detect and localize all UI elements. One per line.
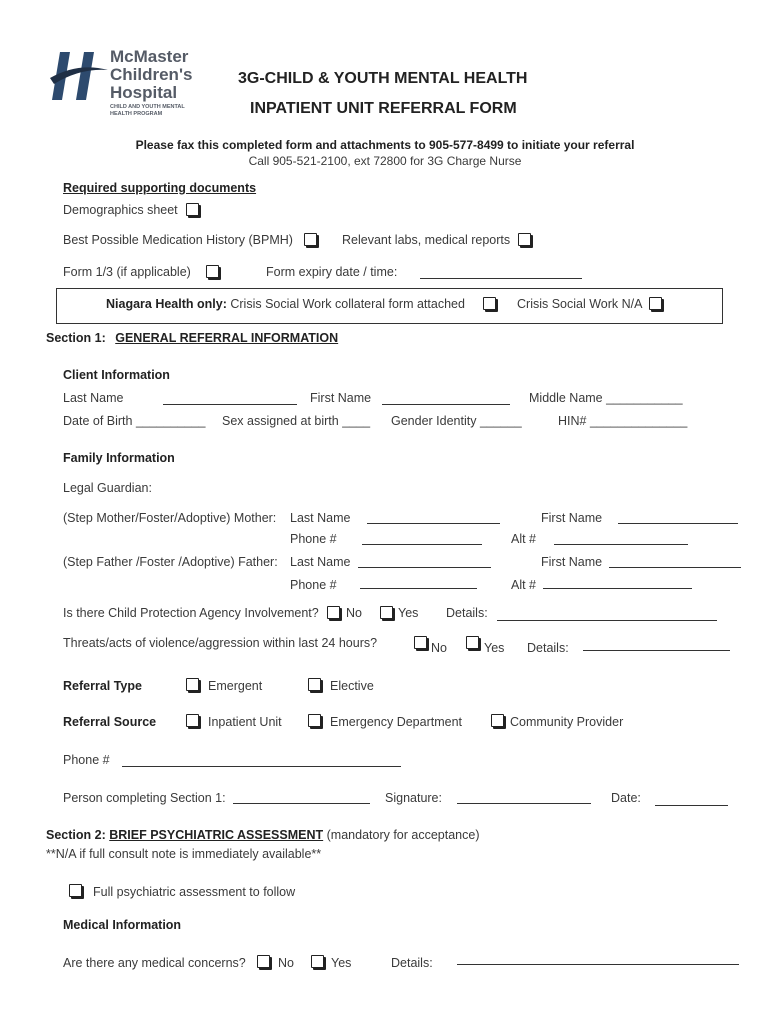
referral-source-label: Referral Source	[63, 715, 157, 729]
bpmh-label: Best Possible Medication History (BPMH)	[63, 233, 293, 247]
mother-last-name-field[interactable]	[367, 523, 500, 524]
person-completing-field[interactable]	[233, 803, 370, 804]
medical-no-label: No	[278, 956, 294, 970]
threats-yes-label: Yes	[484, 641, 505, 655]
section2-note: **N/A if full consult note is immediately available**	[46, 847, 322, 861]
medical-no-checkbox[interactable]	[257, 955, 270, 968]
fax-note: Please fax this completed form and attachments to 905-577-8499 to initiate your referral	[135, 138, 635, 152]
last-name-field[interactable]	[163, 404, 297, 405]
middle-name-label[interactable]: Middle Name ___________	[529, 391, 683, 405]
section2-title: BRIEF PSYCHIATRIC ASSESSMENT	[109, 828, 324, 842]
date-field[interactable]	[655, 805, 728, 806]
form13-checkbox[interactable]	[206, 265, 219, 278]
logo-line3: Hospital	[110, 83, 178, 102]
mother-first-name-field[interactable]	[618, 523, 738, 524]
dob-label[interactable]: Date of Birth __________	[63, 414, 206, 428]
medical-info-heading: Medical Information	[63, 918, 182, 932]
last-name-label: Last Name	[63, 391, 124, 405]
mother-alt-field[interactable]	[554, 544, 688, 545]
signature-field[interactable]	[457, 803, 591, 804]
full-assessment-label: Full psychiatric assessment to follow	[93, 885, 296, 899]
logo-line2: Children's	[110, 65, 193, 84]
emergency-label: Emergency Department	[330, 715, 463, 729]
docs-heading: Required supporting documents	[63, 181, 257, 195]
section2-mandatory: (mandatory for acceptance)	[326, 828, 480, 842]
section1-heading	[46, 331, 338, 345]
elective-checkbox[interactable]	[308, 678, 321, 691]
cpa-question: Is there Child Protection Agency Involvement?	[63, 606, 319, 620]
referral-type-label: Referral Type	[63, 679, 142, 693]
threats-no-checkbox[interactable]	[414, 636, 427, 649]
father-phone-label: Phone #	[290, 578, 337, 592]
mother-phone-label: Phone #	[290, 532, 337, 546]
client-info-heading: Client Information	[63, 368, 170, 382]
hin-label[interactable]: HIN# ______________	[558, 414, 688, 428]
form13-label: Form 1/3 (if applicable)	[63, 265, 191, 279]
community-checkbox[interactable]	[491, 714, 504, 727]
niagara-text	[106, 297, 465, 311]
bpmh-checkbox[interactable]	[304, 233, 317, 246]
full-assessment-checkbox[interactable]	[69, 884, 82, 897]
father-last-name-label: Last Name	[290, 555, 351, 569]
niagara-bold-label: Niagara Health only:	[106, 297, 227, 311]
form-title-line2: INPATIENT UNIT REFERRAL FORM	[250, 100, 517, 117]
section1-title: GENERAL REFERRAL INFORMATION	[115, 331, 339, 345]
crisis-collateral-checkbox[interactable]	[483, 297, 496, 310]
father-label: (Step Father /Foster /Adoptive) Father:	[63, 555, 278, 569]
labs-checkbox[interactable]	[518, 233, 531, 246]
emergent-label: Emergent	[208, 679, 263, 693]
father-alt-field[interactable]	[543, 588, 692, 589]
expiry-label: Form expiry date / time:	[266, 265, 398, 279]
father-alt-label: Alt #	[511, 578, 537, 592]
first-name-label: First Name	[310, 391, 372, 405]
father-first-name-label: First Name	[541, 555, 603, 569]
emergent-checkbox[interactable]	[186, 678, 199, 691]
expiry-field[interactable]	[420, 278, 582, 279]
form-title-line1: 3G-CHILD & YOUTH MENTAL HEALTH	[238, 70, 528, 87]
logo-mark-icon	[50, 48, 108, 102]
medical-details-label: Details:	[391, 956, 433, 970]
threats-details-field[interactable]	[583, 650, 730, 651]
emergency-checkbox[interactable]	[308, 714, 321, 727]
legal-guardian-label: Legal Guardian:	[63, 481, 152, 495]
logo-sub2: HEALTH PROGRAM	[110, 111, 163, 117]
first-name-field[interactable]	[382, 404, 510, 405]
person-completing-label: Person completing Section 1:	[63, 791, 226, 805]
medical-yes-label: Yes	[331, 956, 352, 970]
logo-line1: McMaster	[110, 47, 189, 66]
threats-yes-checkbox[interactable]	[466, 636, 479, 649]
source-phone-label: Phone #	[63, 753, 110, 767]
cpa-details-label: Details:	[446, 606, 488, 620]
mother-first-name-label: First Name	[541, 511, 603, 525]
father-phone-field[interactable]	[360, 588, 477, 589]
medical-details-field[interactable]	[457, 964, 739, 965]
cpa-yes-checkbox[interactable]	[380, 606, 393, 619]
labs-label: Relevant labs, medical reports	[342, 233, 511, 247]
inpatient-label: Inpatient Unit	[208, 715, 282, 729]
threats-no-label: No	[431, 641, 447, 655]
mother-alt-label: Alt #	[511, 532, 537, 546]
section2-heading	[46, 828, 480, 842]
mother-phone-field[interactable]	[362, 544, 482, 545]
logo-sub1: CHILD AND YOUTH MENTAL	[110, 104, 185, 110]
niagara-collateral-label: Crisis Social Work collateral form attached	[230, 297, 465, 311]
crisis-na-label: Crisis Social Work N/A	[517, 297, 643, 311]
call-note: Call 905-521-2100, ext 72800 for 3G Charge Nurse	[248, 154, 522, 168]
demographics-label: Demographics sheet	[63, 203, 178, 217]
threats-question: Threats/acts of violence/aggression within last 24 hours?	[63, 636, 378, 650]
signature-label: Signature:	[385, 791, 442, 805]
threats-details-label: Details:	[527, 641, 569, 655]
father-last-name-field[interactable]	[358, 567, 491, 568]
cpa-no-checkbox[interactable]	[327, 606, 340, 619]
date-label: Date:	[611, 791, 641, 805]
cpa-yes-label: Yes	[398, 606, 419, 620]
gender-label[interactable]: Gender Identity ______	[391, 414, 522, 428]
inpatient-checkbox[interactable]	[186, 714, 199, 727]
cpa-no-label: No	[346, 606, 362, 620]
medical-question: Are there any medical concerns?	[63, 956, 246, 970]
demographics-checkbox[interactable]	[186, 203, 199, 216]
sex-label[interactable]: Sex assigned at birth ____	[222, 414, 371, 428]
community-label: Community Provider	[510, 715, 624, 729]
mother-last-name-label: Last Name	[290, 511, 351, 525]
father-first-name-field[interactable]	[609, 567, 741, 568]
elective-label: Elective	[330, 679, 374, 693]
family-info-heading: Family Information	[63, 451, 175, 465]
cpa-details-field[interactable]	[497, 620, 717, 621]
section1-prefix: Section 1:	[46, 331, 106, 345]
section2-prefix: Section 2:	[46, 828, 106, 842]
medical-yes-checkbox[interactable]	[311, 955, 324, 968]
mother-label: (Step Mother/Foster/Adoptive) Mother:	[63, 511, 277, 525]
source-phone-field[interactable]	[122, 766, 401, 767]
crisis-na-checkbox[interactable]	[649, 297, 662, 310]
